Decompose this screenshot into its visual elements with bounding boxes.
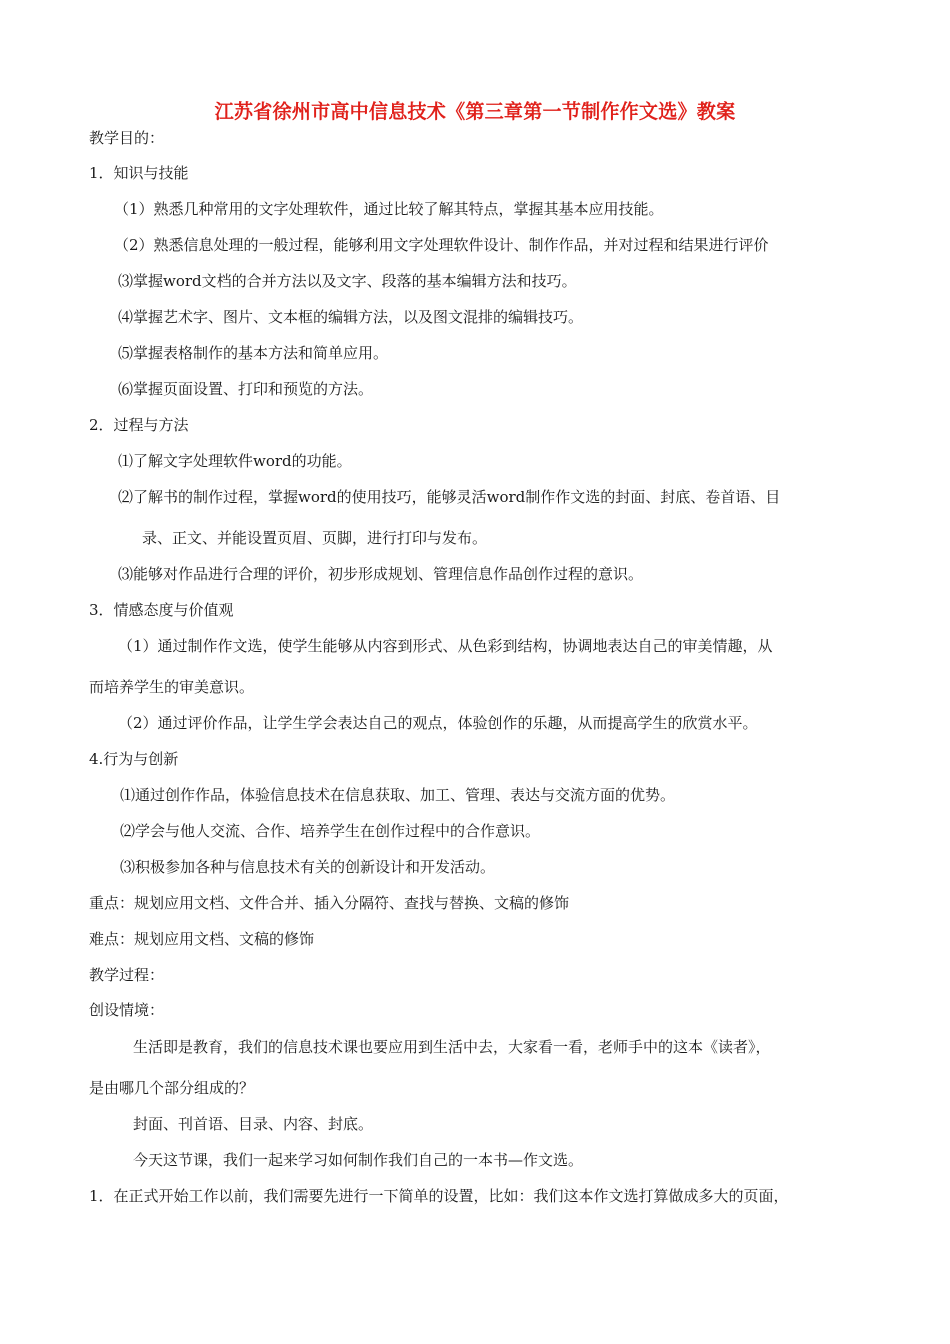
text-line: 生活即是教育，我们的信息技术课也要应用到生活中去，大家看一看，老师手中的这本《读者》，: [133, 1038, 771, 1056]
text-line: 1．知识与技能: [89, 164, 189, 182]
text-line: ⑹掌握页面设置、打印和预览的方法。: [118, 380, 374, 398]
text-line: ⑵了解书的制作过程，掌握word的使用技巧，能够灵活word制作作文选的封面、封底、卷首语、目: [118, 488, 781, 506]
text-line: ⑴通过创作作品，体验信息技术在信息获取、加工、管理、表达与交流方面的优势。: [120, 786, 676, 804]
text-line: 是由哪几个部分组成的？: [89, 1079, 255, 1097]
text-line: （1）熟悉几种常用的文字处理软件，通过比较了解其特点，掌握其基本应用技能。: [114, 200, 664, 218]
text-line: ⑷掌握艺术字、图片、文本框的编辑方法，以及图文混排的编辑技巧。: [118, 308, 584, 326]
text-line: 今天这节课，我们一起来学习如何制作我们自己的一本书—作文选。: [133, 1151, 584, 1169]
text-line: 而培养学生的审美意识。: [89, 678, 255, 696]
text-line: ⑸掌握表格制作的基本方法和简单应用。: [118, 344, 389, 362]
text-line: ⑶能够对作品进行合理的评价，初步形成规划、管理信息作品创作过程的意识。: [118, 565, 644, 583]
text-line: 封面、刊首语、目录、内容、封底。: [133, 1115, 374, 1133]
text-line: 2．过程与方法: [89, 416, 189, 434]
text-line: （2）通过评价作品，让学生学会表达自己的观点，体验创作的乐趣，从而提高学生的欣赏水平。: [118, 714, 758, 732]
text-line: 录、正文、并能设置页眉、页脚，进行打印与发布。: [142, 529, 488, 547]
text-line: ⑴了解文字处理软件word的功能。: [118, 452, 352, 470]
text-line: 难点：规划应用文档、文稿的修饰: [89, 930, 315, 948]
text-line: 4.行为与创新: [89, 750, 179, 768]
text-line: ⑵学会与他人交流、合作、培养学生在创作过程中的合作意识。: [120, 822, 541, 840]
text-line: ⑶掌握word文档的合并方法以及文字、段落的基本编辑方法和技巧。: [118, 272, 577, 290]
text-line: 重点：规划应用文档、文件合并、插入分隔符、查找与替换、文稿的修饰: [89, 894, 570, 912]
text-line: （2）熟悉信息处理的一般过程，能够利用文字处理软件设计、制作作品，并对过程和结果进行评价: [114, 236, 769, 254]
text-line: 教学过程：: [89, 966, 165, 984]
page-title: 江苏省徐州市高中信息技术《第三章第一节制作作文选》教案: [214, 100, 736, 123]
text-line: 创设情境：: [89, 1001, 165, 1019]
text-line: 1．在正式开始工作以前，我们需要先进行一下简单的设置，比如：我们这本作文选打算做成多大的页面，: [89, 1187, 789, 1205]
text-line: ⑶积极参加各种与信息技术有关的创新设计和开发活动。: [120, 858, 496, 876]
text-line: （1）通过制作作文选，使学生能够从内容到形式、从色彩到结构，协调地表达自己的审美情趣，从: [118, 637, 773, 655]
text-line: 3．情感态度与价值观: [89, 601, 234, 619]
text-line: 教学目的：: [89, 129, 165, 147]
